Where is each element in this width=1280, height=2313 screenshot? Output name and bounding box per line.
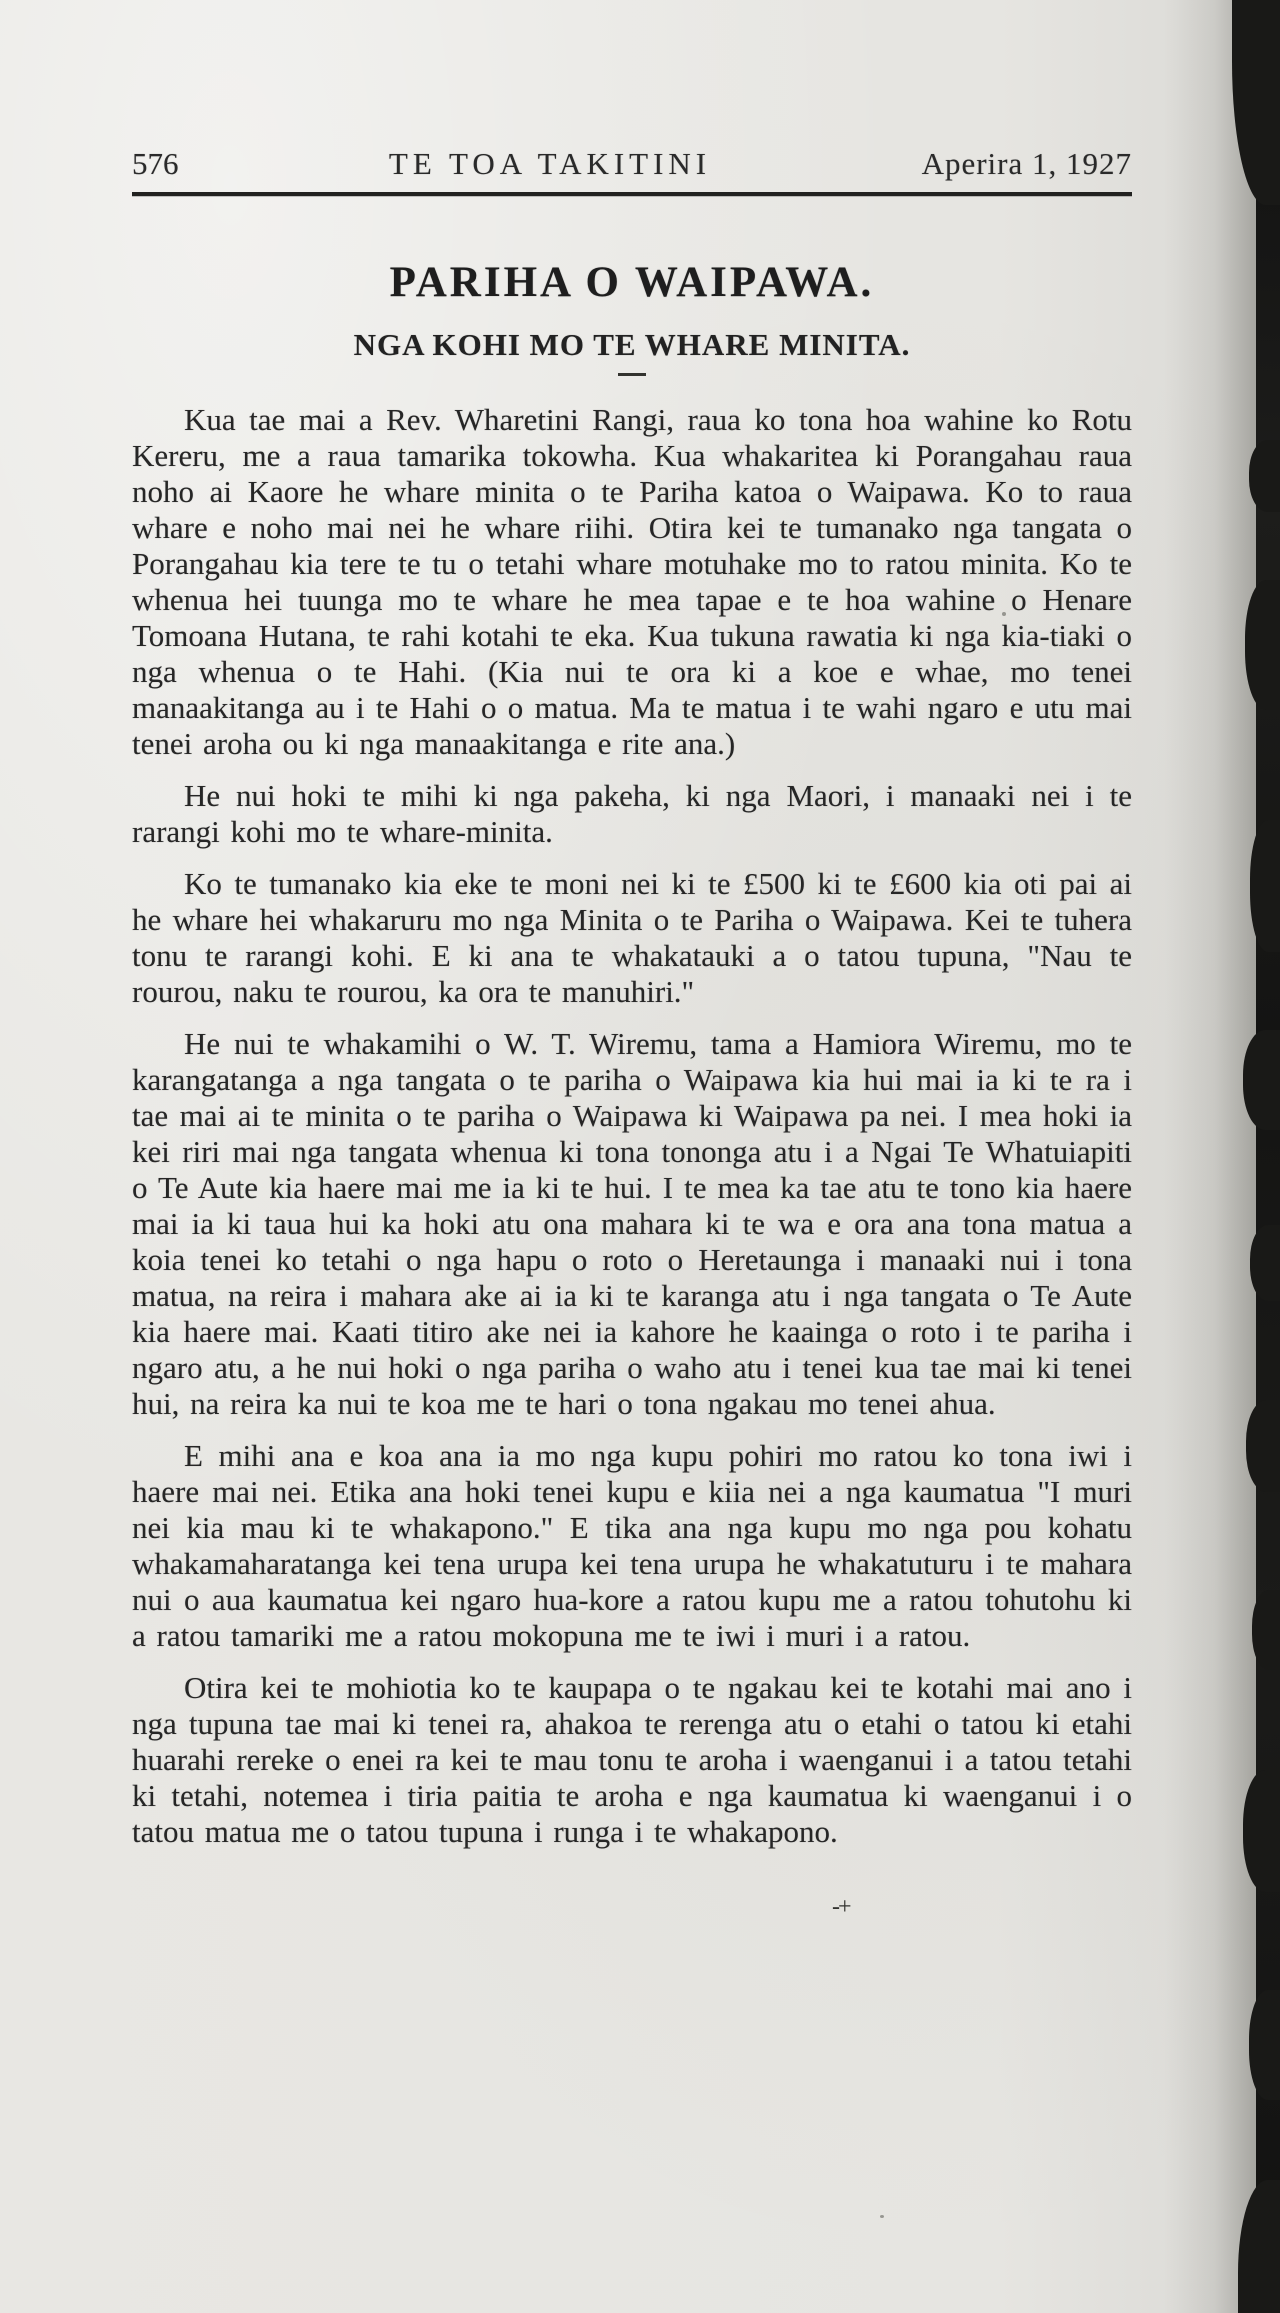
article-title: PARIHA O WAIPAWA.: [389, 259, 875, 306]
paragraph: Otira kei te mohiotia ko te kaupapa o te ngakau kei te kotahi mai ano i nga tupuna tae mai ki tenei ra, ahakoa te rerenga atu o etahi o tatou ki etahi huarahi rereke o enei ra kei te mau tonu te aroha i waenganui i a tatou tetahi ki tetahi, notemea i tiria paitia te aroha e nga kaumatua ki waenganui i o tatou matua me o tatou tupuna i runga i te whakapono.: [132, 1670, 1132, 1849]
scan-edge-blob: [1249, 1990, 1280, 2100]
scan-edge-blob: [1250, 1225, 1280, 1301]
article-body: [132, 402, 1132, 1850]
scan-edge-blob: [1243, 1770, 1280, 1892]
article-subtitle: NGA KOHI MO TE WHARE MINITA.: [353, 327, 911, 362]
masthead-rule: [132, 192, 1132, 196]
scan-edge-blob: [1252, 1590, 1280, 1670]
paper-speck: [260, 1530, 263, 1533]
paragraph: Kua tae mai a Rev. Wharetini Rangi, raua ko tona hoa wahine ko Rotu Kereru, me a raua tamarika tokowha. Kua whakaritea ki Porangahau raua noho ai Kaore he whare minita o te Pariha katoa o Waipawa. Ko to raua whare e noho mai nei he whare riihi. Otira kei te tumanako nga tangata o Porangahau kia tere te tu o tetahi whare motuhake mo to ratou minita. Ko te whenua hei tuunga mo te whare he mea tapae e te hoa wahine o Henare Tomoana Hutana, te rahi kotahi te eka. Kua tukuna rawatia ki nga kia-tiaki o nga whenua o te Hahi. (Kia nui te ora ki a koe e whae, mo tenei manaakitanga au i te Hahi o o matua. Ma te matua i te wahi ngaro e utu mai tenei aroha ou ki nga manaakitanga e rite ana.): [132, 402, 1132, 761]
paragraph: He nui hoki te mihi ki nga pakeha, ki nga Maori, i manaaki nei i te rarangi kohi mo te whare-minita.: [132, 778, 1132, 849]
article-end-mark: -+: [832, 1894, 850, 1920]
paragraph: E mihi ana e koa ana ia mo nga kupu pohiri mo ratou ko tona iwi i haere mai nei. Etika ana hoki tenei kupu e kiia nei a nga kaumatua "I muri nei kia mau ki te whakapono." E tika ana nga kupu mo nga pou kohatu whakamaharatanga kei tena urupa kei tena urupa he whakatuturu i te mahara nui o aua kaumatua kei ngaro hua-kore a ratou kupu me a ratou tohutohu ki a ratou tamariki me a ratou mokopuna me te iwi i muri i a ratou.: [132, 1438, 1132, 1653]
masthead-title: TE TOA TAKITINI: [388, 146, 712, 181]
scan-shading: [1164, 0, 1256, 2313]
scan-edge-blob: [1232, 0, 1280, 205]
subtitle-divider: [618, 373, 646, 376]
masthead: [132, 146, 1132, 182]
paragraph: He nui te whakamihi o W. T. Wiremu, tama a Hamiora Wiremu, mo te karangatanga a nga tangata o te pariha o Waipawa kia hui mai ia ki te ra i tae mai ai te minita o te pariha o Waipawa ki Waipawa pa nei. I mea hoki ia kei riri mai nga tangata whenua ki tona tononga atu i a Ngai Te Whatuiapiti o Te Aute kia haere mai me ia ki te hui. I te mea ka tae atu te tono kia haere mai ia ki taua hui ka hoki atu ona mahara ki te wa e ora ana tona matua a koia tenei ko tetahi o nga hapu o roto o Heretaunga i manaaki nui i tona matua, na reira i mahara ake ai ia ki te karanga atu i nga tangata o Te Aute kia haere mai. Kaati titiro ake nei ia kahore he kaainga o roto i te pariha i ngaro atu, a he nui hoki o nga pariha o waho atu i tenei kua tae mai ki tenei hui, na reira ka nui te koa me te hari o tona ngakau mo tenei ahua.: [132, 1026, 1132, 1421]
paper-speck: [880, 2215, 884, 2218]
scan-edge-blob: [1243, 1030, 1280, 1130]
scan-edge-blob: [1238, 2180, 1280, 2313]
scan-edge-blob: [1245, 580, 1280, 710]
paragraph: Ko te tumanako kia eke te moni nei ki te £500 ki te £600 kia oti pai ai he whare hei whakaruru mo nga Minita o te Pariha o Waipawa. Kei te tuhera tonu te rarangi kohi. E ki ana te whakatauki a o tatou tupuna, "Nau te rourou, naku te rourou, ka ora te manuhiri.": [132, 866, 1132, 1009]
scan-edge-band: [1256, 0, 1280, 2313]
scan-edge-blob: [1249, 440, 1280, 512]
scan-edge-blob: [1246, 1400, 1280, 1492]
paper-speck: [1002, 612, 1006, 616]
scan-edge-blob: [1250, 820, 1280, 952]
page-number: 576: [132, 146, 179, 181]
masthead-date: Aperira 1, 1927: [921, 146, 1132, 181]
article-column: [132, 146, 1132, 1921]
